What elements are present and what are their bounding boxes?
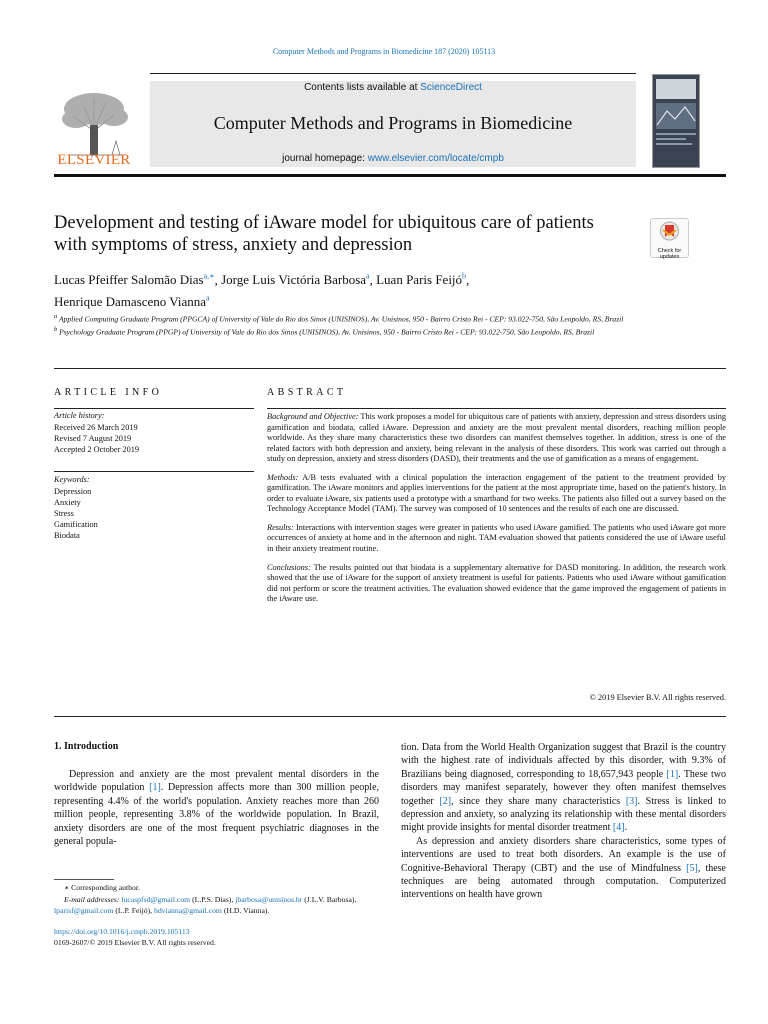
journal-cover-thumbnail[interactable] [652, 74, 700, 168]
keywords-label: Keywords: [54, 475, 90, 484]
citation-link[interactable]: [3] [625, 795, 638, 807]
body-text: . Stress is linked to depression and anxiety, so analyzing its relationship with these mental disorders might provide insights for mental disorder treatment [401, 795, 726, 834]
email-link[interactable]: hdvianna@gmail.com [153, 906, 222, 915]
footnote-rule [54, 879, 114, 880]
email-owner: (H.D. Vianna). [221, 906, 270, 915]
article-history-label: Article history: [54, 411, 105, 420]
contents-prefix: Contents lists available at [304, 82, 421, 93]
keywords-rule [54, 471, 254, 472]
abstract-heading: ABSTRACT [267, 387, 347, 398]
body-text: , since they share many characteristics [451, 795, 626, 807]
email-link[interactable]: lucaspfsd@gmail.com [121, 894, 191, 904]
section-heading-introduction: 1. Introduction [54, 741, 119, 752]
affiliations [54, 312, 654, 338]
keyword: Biodata [54, 531, 80, 540]
author-list: Lucas Pfeiffer Salomão Dias$^{a,∗}$, Jorge Luis Victória Barbosa$^a$, Luan Paris Feijó$^b$, Henrique Damasceno Vianna$^a$ [54, 272, 470, 309]
author-1[interactable]: Lucas Pfeiffer Salomão Dias$^{a,∗}$ [54, 272, 215, 288]
doi-link[interactable]: https://doi.org/10.1016/j.cmpb.2019.105113 [54, 927, 190, 936]
article-info-heading: ARTICLE INFO [54, 387, 163, 398]
abstract-methods: Methods: A/B tests evaluated with a clinical population the interaction engagement of the patient to the treatment provided by gamification. The iAware monitors and applies interventions for the patient at the most appropriate time, based on the patient's history. In order to evaluate iAware, six patients used a prototype with a smartband for two weeks. The patients also filled out a survey based on the Technology Acceptance Model (TAM). The survey was composed of 10 sentences and the results of each one are discussed. [267, 472, 726, 514]
author-1-affiliation-mark[interactable]: a,∗ [203, 272, 215, 281]
title-block-rule [54, 368, 726, 369]
email-addresses: E-mail addresses: lucaspfsd@gmail.com (L.P.S. Dias), jbarbosa@unisinos.br (J.L.V. Barbosa), lparisf@gmail.com (L.P. Feijó), hdvianna@gmail.com (H.D. Vianna). [54, 894, 357, 915]
author-2[interactable]: Jorge Luis Victória Barbosa$^a$ [221, 272, 370, 288]
journal-name: Computer Methods and Programs in Biomedicine [213, 113, 573, 133]
keyword: Anxiety [54, 498, 81, 507]
crossmark-line1: Check for [657, 248, 682, 254]
author-4-affiliation-mark[interactable]: a [206, 293, 210, 303]
citation-link[interactable]: [1] [666, 768, 679, 780]
citation-link[interactable]: [4] [612, 822, 625, 834]
abstract-background: Background and Objective: This work proposes a model for ubiquitous care of patients with anxiety, depression and stress disorders using gamification and biodata, called iAware. Depression and anxiety are the most prevalent mental disorders, reaching million people worldwide. As they share many characteristics these two disorders can manifest themselves together. In addition, stress is one of the related factors with both depression and anxiety, being relevant in the analysis of these disorders. This work was carried out through a study on depression, anxiety and stress disorders (DASD), their treatments and the use of gamification as a means of engagement. [267, 412, 726, 464]
body-text: tion. Data from the World Health Organization suggest that Brazil is the country with the highest rate of individuals affected by this disorder, with 9.3% of Brazilians being diagnosed, corresponding to 18,657,943 people [401, 742, 726, 780]
corresponding-author-note: ∗ Corresponding author. [64, 883, 140, 892]
body-left-column [54, 768, 379, 848]
footnotes [54, 882, 379, 917]
email-owner: (J.L.V. Barbosa), [302, 894, 357, 904]
elsevier-logo-text: ELSEVIER [57, 152, 131, 168]
homepage-line [150, 153, 636, 164]
keyword: Stress [54, 509, 74, 518]
contents-line [150, 82, 636, 93]
citation-link[interactable]: [2] [439, 795, 452, 807]
email-owner: (L.P. Feijó), [113, 906, 154, 915]
issn-line: 0169-2607/© 2019 Elsevier B.V. All rights reserved. [54, 938, 216, 947]
body-paragraph [401, 741, 726, 835]
body-text: As depression and anxiety disorders share characteristics, some types of interventions are used to treat both disorders. An example is the use of Cognitive-Behavioral Therapy (CBT) and the use of Mindfulness [401, 835, 726, 874]
body-text: Depression and anxiety are the most prevalent mental disorders in the worldwide population [54, 769, 379, 794]
crossmark-line2: updates [659, 254, 680, 260]
check-for-updates-badge[interactable] [650, 218, 689, 258]
crossmark-icon [651, 219, 688, 243]
history-revised: Revised 7 August 2019 [54, 434, 132, 443]
sciencedirect-link[interactable]: ScienceDirect [420, 82, 482, 93]
author-3-affiliation-mark[interactable]: b [462, 272, 467, 281]
abstract-body [267, 412, 726, 613]
history-received: Received 26 March 2019 [54, 423, 138, 432]
masthead-top-rule [150, 73, 636, 74]
body-paragraph [401, 835, 726, 902]
email-link[interactable]: jbarbosa@unisinos.br [235, 894, 303, 904]
history-accepted: Accepted 2 October 2019 [54, 445, 140, 454]
abstract-conclusions: Conclusions: The results pointed out that biodata is a supplementary alternative for DASD monitoring. In addition, the research work showed that the use of iAware for the support of anxiety treatment is useful for patients. Patients who used iAware without gamification did not perform or score the treatment activities. The evaluation showed evidence that the game improved the engagement of patients in the iAware use. [267, 562, 726, 604]
body-text: , these techniques are being automated through computation. Computerized interventions on health have grown [401, 862, 726, 901]
author-2-affiliation-mark[interactable]: a [366, 272, 370, 281]
article-history [54, 422, 139, 455]
body-right-column [401, 741, 726, 902]
body-text: . [624, 822, 628, 834]
abstract-copyright: © 2019 Elsevier B.V. All rights reserved. [589, 693, 726, 702]
masthead-bottom-rule [54, 174, 726, 177]
body-text: . These two disorders may manifest separately, however they often manifest themselves together [401, 768, 726, 807]
abstract-bottom-rule [54, 716, 726, 717]
paper-title: Development and testing of iAware model for ubiquitous care of patients with symptoms of stress, anxiety and depression [54, 213, 594, 255]
keyword: Depression [54, 487, 92, 496]
abstract-results: Results: Interactions with intervention stages were greater in patients who used iAware gamified. The patients who used iAware got more occurrences of anxiety at home and in the afternoon and night. TAM evaluation showed that patients considered the use of iAware useful in their anxiety treatment routine. [267, 522, 726, 554]
homepage-prefix: journal homepage: [282, 153, 368, 164]
article-info-rule [54, 408, 254, 409]
homepage-link[interactable]: www.elsevier.com/locate/cmpb [367, 153, 504, 164]
body-text: . Depression affects more than 300 million people, representing 4.4% of the world's population. Anxiety reaches more than 260 million people, representing 3.8% of the worldwide population. In Brazil, anxiety disorders are one of the most frequent psychiatric diagnoses in the general popula- [54, 782, 380, 848]
abstract-rule [267, 408, 726, 409]
keywords-list [54, 486, 98, 541]
author-4[interactable]: Henrique Damasceno Vianna$^a$ [54, 293, 210, 309]
running-head[interactable]: Computer Methods and Programs in Biomedicine 187 (2020) 105113 [272, 47, 496, 56]
affiliation-a: $^a$ Applied Computing Graduate Program (PPGCA) of University of Vale do Rio dos Sinos (UNISINOS), Av. Unisinos, 950 - Bairro Cristo Rei - CEP: 93.022-750, São Leopoldo, RS, Brazil [54, 313, 624, 324]
email-link[interactable]: lparisf@gmail.com [54, 906, 114, 915]
author-3[interactable]: Luan Paris Feijó$^b$ [376, 272, 467, 288]
keyword: Gamification [54, 520, 98, 529]
citation-link[interactable]: [1] [149, 782, 161, 794]
email-owner: (L.P.S. Dias), [190, 894, 236, 904]
citation-link[interactable]: [5] [686, 862, 698, 874]
affiliation-b: $^b$ Psychology Graduate Program (PPGP) of University of Vale do Rio dos Sinos (UNISINOS), Av. Unisinos, 950 - Bairro Cristo Rei - CEP: 93.022-750, São Leopoldo, RS, Brazil [54, 326, 595, 337]
